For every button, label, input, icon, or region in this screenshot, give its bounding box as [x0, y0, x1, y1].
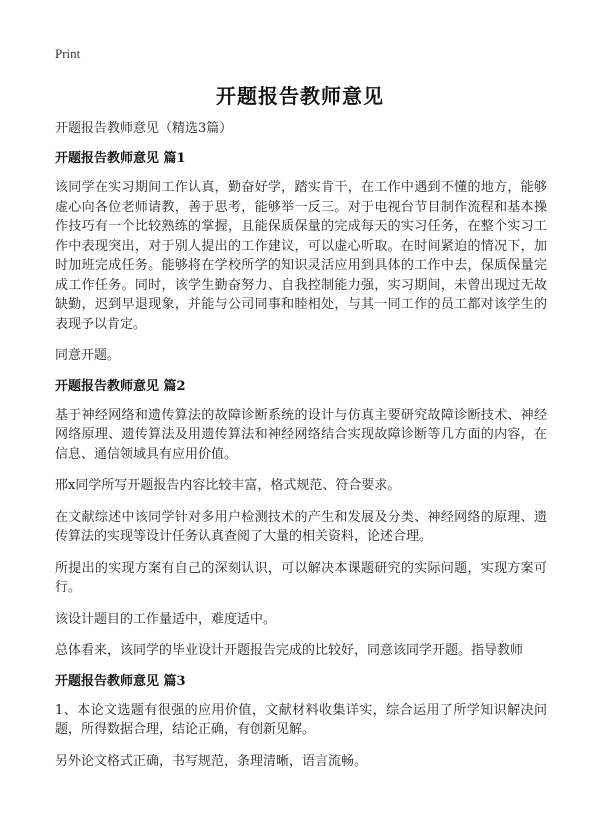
paragraph: 基于神经网络和遗传算法的故障诊断系统的设计与仿真主要研究故障诊断技术、神经网络原理、遗传算法及用遗传算法和神经网络结合实现故障诊断等几方面的内容，在信息、通信领域具有应用价值。: [55, 407, 547, 462]
print-link[interactable]: Print: [55, 46, 81, 61]
section-3: [55, 673, 547, 772]
paragraph: 总体看来，该同学的毕业设计开题报告完成的比较好，同意该同学开题。指导教师: [55, 643, 524, 658]
paragraph: 1、本论文选题有很强的应用价值，文献材料收集详实，综合运用了所学知识解决问题，所得数据合理，结论正确，有创新见解。: [55, 702, 547, 737]
document-title: 开题报告教师意见: [216, 84, 384, 108]
paragraph: 在文献综述中该同学针对多用户检测技术的产生和发展及分类、神经网络的原理、遗传算法的实现等设计任务认真查阅了大量的相关资料，论述合理。: [55, 509, 547, 544]
section-2: [55, 378, 547, 661]
section-heading: 开题报告教师意见 篇1: [55, 151, 186, 166]
paragraph: 另外论文格式正确，书写规范，条理清晰，语言流畅。: [55, 753, 368, 769]
paragraph: 同意开题。: [55, 348, 121, 363]
section-heading: 开题报告教师意见 篇2: [55, 378, 186, 394]
document-subtitle: 开题报告教师意见（精选3篇）: [55, 121, 233, 136]
paragraph: 该同学在实习期间工作认真，勤奋好学，踏实肯干，在工作中遇到不懂的地方，能够虚心向各位老师请教，善于思考，能够举一反三。对于电视台节目制作流程和基本操作技巧有一个比较熟练的掌握，且能保质保量的完成每天的实习任务，在整个实习工作中表现突出，对于别人提出的工作建议，可以虚心听取。在时间紧迫的情况下，加时加班完成任务。能够将在学校所学的知识灵活应用到具体的工作中去，保质保量完成工作任务。同时，该学生勤奋努力、自我控制能力强，实习期间，未曾出现过无故缺勤，迟到早退现象，并能与公司同事和睦相处，与其一同工作的员工都对该学生的表现予以肯定。: [55, 180, 547, 332]
paragraph: 所提出的实现方案有自己的深刻认识，可以解决本课题研究的实际问题，实现方案可行。: [55, 560, 547, 595]
section-1: [55, 150, 547, 366]
paragraph: 该设计题目的工作量适中，难度适中。: [55, 611, 277, 627]
section-heading: 开题报告教师意见 篇3: [55, 673, 186, 689]
document-body: [55, 120, 547, 783]
paragraph: 邢x同学所写开题报告内容比较丰富，格式规范、符合要求。: [55, 478, 401, 493]
